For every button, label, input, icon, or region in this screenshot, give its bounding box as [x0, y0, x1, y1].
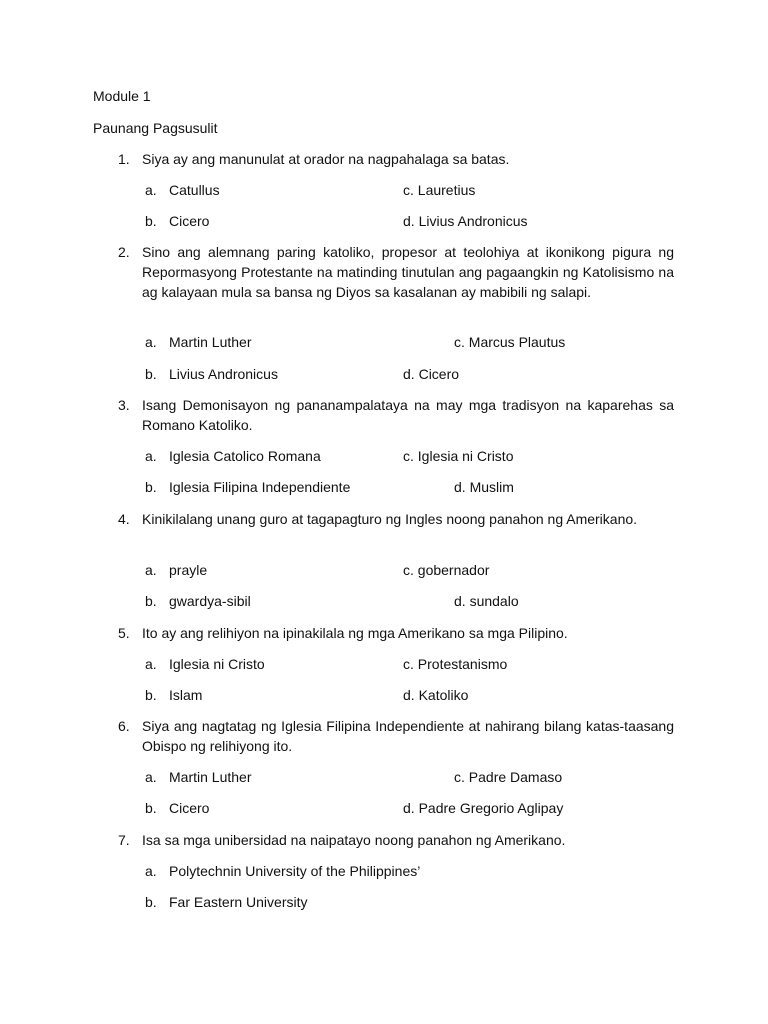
- option-text: Far Eastern University: [169, 894, 308, 910]
- option-text: Marcus Plautus: [468, 334, 566, 350]
- option-text: Iglesia ni Cristo: [169, 656, 265, 672]
- option-c: [454, 334, 565, 351]
- option-text: Iglesia Filipina Independiente: [169, 479, 351, 495]
- option-d: [454, 479, 514, 496]
- option-a: [145, 863, 420, 880]
- option-text: sundalo: [469, 593, 519, 609]
- question-number: 7.: [118, 832, 130, 848]
- question-text: Isa sa mga unibersidad na naipatayo noong panahon ng Amerikano.: [142, 832, 566, 848]
- option-c: [403, 448, 513, 465]
- option-a: [145, 562, 207, 579]
- module-label: Module 1: [93, 88, 151, 104]
- option-b: [145, 894, 307, 911]
- option-text: Islam: [169, 687, 203, 703]
- option-letter: d.: [403, 687, 415, 703]
- question-text: Ito ay ang relihiyon na ipinakilala ng mga Amerikano sa mga Pilipino.: [142, 625, 568, 641]
- question-5: [118, 623, 674, 643]
- question-text: Siya ang nagtatag ng Iglesia Filipina Independiente at nahirang bilang katas-taasang Obispo ng relihiyong ito.: [142, 718, 674, 754]
- option-d: [454, 593, 519, 610]
- option-text: Cicero: [418, 366, 460, 382]
- option-a: [145, 656, 265, 673]
- option-text: Padre Gregorio Aglipay: [418, 800, 564, 816]
- option-letter: a.: [145, 448, 157, 464]
- option-letter: c.: [403, 448, 414, 464]
- option-letter: d.: [403, 366, 415, 382]
- option-d: [403, 213, 528, 230]
- option-c: [403, 656, 507, 673]
- option-letter: b.: [145, 800, 157, 816]
- option-letter: c.: [403, 562, 414, 578]
- option-a: [145, 182, 220, 199]
- option-text: Katoliko: [418, 687, 469, 703]
- question-number: 5.: [118, 625, 130, 641]
- option-d: [403, 687, 468, 704]
- question-number: 2.: [118, 244, 130, 260]
- option-letter: d.: [454, 593, 466, 609]
- question-6: [118, 716, 674, 756]
- option-letter: d.: [454, 479, 466, 495]
- option-letter: a.: [145, 769, 157, 785]
- option-text: Catullus: [169, 182, 220, 198]
- option-text: prayle: [169, 562, 208, 578]
- option-b: [145, 800, 209, 817]
- option-letter: d.: [403, 213, 415, 229]
- option-b: [145, 593, 251, 610]
- option-letter: c.: [454, 334, 465, 350]
- question-1: [118, 149, 674, 169]
- option-d: [403, 800, 563, 817]
- option-a: [145, 769, 251, 786]
- option-a: [145, 334, 251, 351]
- option-b: [145, 366, 278, 383]
- option-c: [403, 562, 489, 579]
- option-b: [145, 213, 209, 230]
- option-letter: a.: [145, 182, 157, 198]
- question-number: 3.: [118, 397, 130, 413]
- option-letter: b.: [145, 593, 157, 609]
- option-text: Cicero: [169, 213, 210, 229]
- option-text: Iglesia ni Cristo: [417, 448, 514, 464]
- question-3: [118, 395, 674, 435]
- question-text: Isang Demonisayon ng pananampalataya na may mga tradisyon na kaparehas sa Romano Katoliko.: [142, 397, 674, 433]
- option-letter: c.: [454, 769, 465, 785]
- option-text: Polytechnin University of the Philippines’: [169, 863, 421, 879]
- option-text: Livius Andronicus: [169, 366, 278, 382]
- option-text: Cicero: [169, 800, 210, 816]
- question-text: Kinikilalang unang guro at tagapagturo ng Ingles noong panahon ng Amerikano.: [142, 511, 638, 527]
- option-text: gobernador: [417, 562, 490, 578]
- option-text: Iglesia Catolico Romana: [169, 448, 321, 464]
- option-c: [454, 769, 562, 786]
- option-c: [403, 182, 475, 199]
- option-text: gwardya-sibil: [169, 593, 251, 609]
- question-number: 6.: [118, 718, 130, 734]
- option-letter: d.: [403, 800, 415, 816]
- option-d: [403, 366, 459, 383]
- question-text: Siya ay ang manunulat at orador na nagpahalaga sa batas.: [142, 151, 510, 167]
- option-text: Lauretius: [417, 182, 476, 198]
- option-letter: c.: [403, 656, 414, 672]
- option-letter: b.: [145, 366, 157, 382]
- option-letter: a.: [145, 863, 157, 879]
- option-letter: a.: [145, 334, 157, 350]
- question-2: [118, 242, 674, 302]
- option-letter: a.: [145, 656, 157, 672]
- option-text: Protestanismo: [417, 656, 508, 672]
- question-text: Sino ang alemnang paring katoliko, propesor at teolohiya at ikonikong pigura ng Repormasyong Protestante na matinding tinutulan ang pagaangkin ng Katolisismo na ag kalayaan mula sa bansa ng Diyos sa kasalanan ay mabibili ng salapi.: [142, 244, 674, 300]
- option-letter: b.: [145, 687, 157, 703]
- option-b: [145, 479, 350, 496]
- option-letter: b.: [145, 213, 157, 229]
- option-a: [145, 448, 321, 465]
- option-text: Martin Luther: [169, 769, 252, 785]
- option-letter: c.: [403, 182, 414, 198]
- option-letter: a.: [145, 562, 157, 578]
- question-number: 1.: [118, 151, 130, 167]
- question-4: [118, 509, 674, 529]
- question-number: 4.: [118, 511, 130, 527]
- option-letter: b.: [145, 894, 157, 910]
- option-text: Livius Andronicus: [418, 213, 528, 229]
- question-7: [118, 830, 674, 850]
- option-text: Martin Luther: [169, 334, 252, 350]
- option-letter: b.: [145, 479, 157, 495]
- test-title: Paunang Pagsusulit: [93, 120, 218, 136]
- option-text: Muslim: [469, 479, 514, 495]
- option-text: Padre Damaso: [468, 769, 563, 785]
- option-b: [145, 687, 202, 704]
